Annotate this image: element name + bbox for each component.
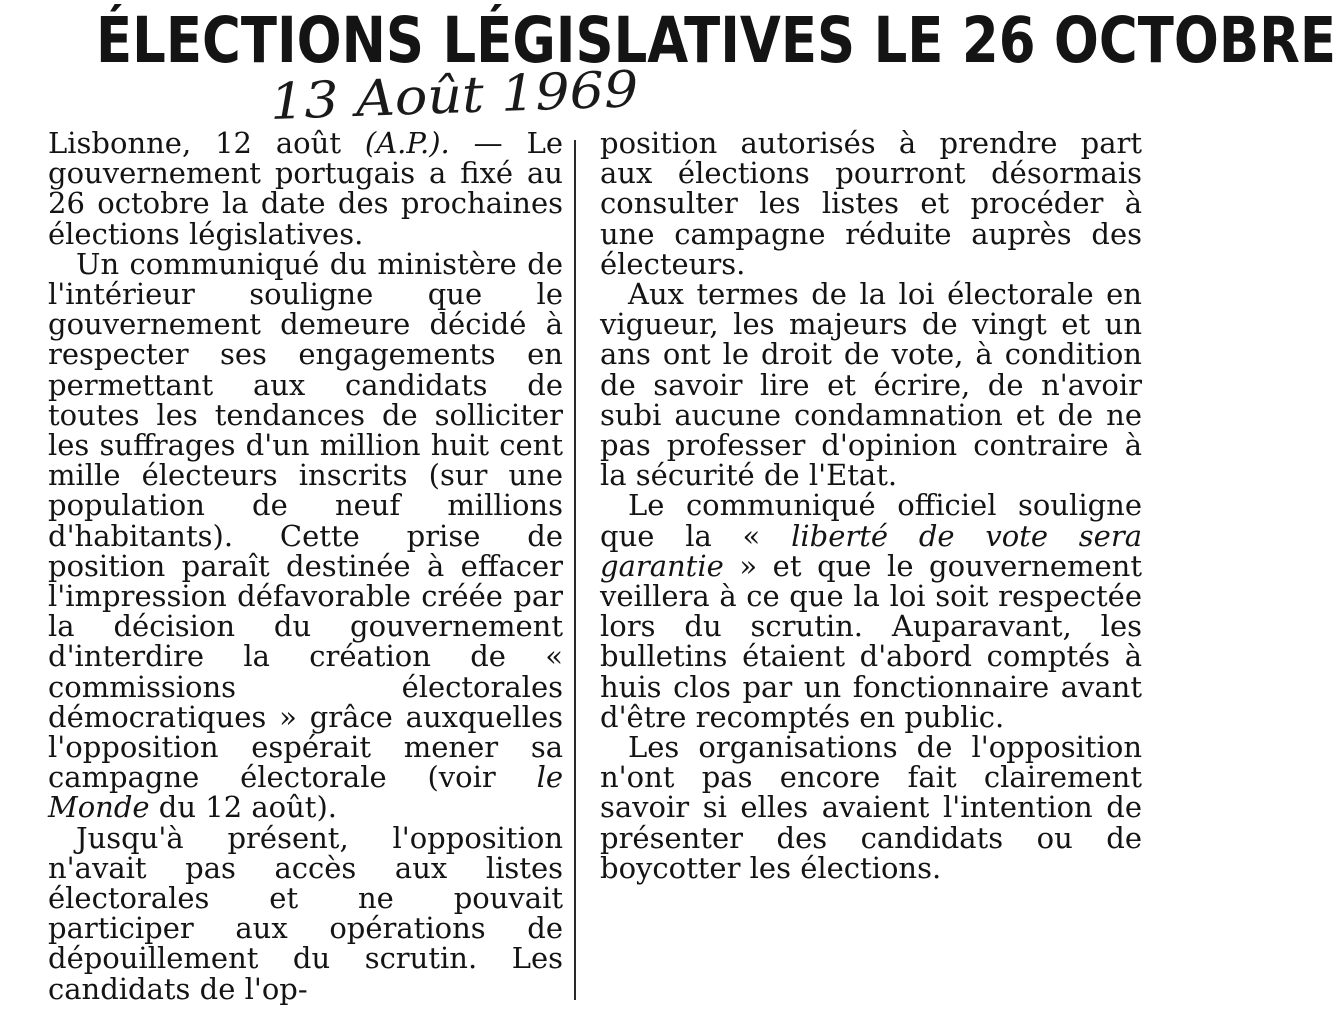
paragraph-electoral-law: Aux termes de la loi électorale en vigueur, les majeurs de vingt et un ans ont le droit de vote, à condition de savoir lire et écrire, de n'avoir subi aucune condamnation et de ne pas professer d'opinion contraire à la sécurité de l'Etat. (600, 277, 1142, 493)
paragraph-opposition-access: Jusqu'à présent, l'opposition n'avait pas accès aux listes électorales et ne pouvait participer aux opérations de dépouillement du scrutin. Les candidats de l'op- (48, 820, 563, 1006)
paragraph-text: Un communiqué du ministère de l'intérieur souligne que le gouvernement demeure décidé à respecter ses engagements en permettant aux candidats de toutes les tendances de solliciter les suffrages d'un million huit cent mille électeurs inscrits (sur une population de neuf millions d'habitants). Cette prise de position paraît destinée à effacer l'impression défavorable créée par la décision du gouvernement d'interdire la création de « commissions électorales démocratiques » grâce auxquelles l'opposition espérait mener sa campagne électorale (voir (48, 246, 563, 795)
paragraph-communique (48, 246, 563, 825)
handwritten-date-annotation: 13 Août 1969 (268, 60, 640, 131)
paragraph-text: Le communiqué officiel souligne que la « (600, 488, 1142, 553)
paragraph-official-statement (600, 490, 1142, 732)
paragraph-dateline (48, 128, 563, 249)
article-column-right (600, 128, 1142, 883)
paragraph-text: du 12 août). (149, 790, 337, 825)
paragraph-opposition-organizations: Les organisations de l'opposition n'ont pas encore fait clairement savoir si elles avaient l'intention de présenter des candidats ou de boycotter les élections. (600, 730, 1142, 885)
dateline-text: Lisbonne, 12 août (48, 126, 365, 160)
article-column-left (48, 128, 563, 1004)
paragraph-continuation: position autorisés à prendre part aux élections pourront désormais consulter les listes et procéder à une campagne réduite auprès des électeurs. (600, 126, 1142, 281)
article-headline: ÉLECTIONS LÉGISLATIVES LE 26 OCTOBRE (96, 4, 1336, 77)
agency-credit: (A.P.). (364, 126, 450, 160)
paragraph-text: — Le gouvernement portugais a fixé au 26 octobre la date des prochaines élections législatives. (48, 126, 564, 251)
newspaper-reference: le Monde (48, 760, 563, 825)
column-divider (574, 140, 576, 1000)
quoted-phrase: liberté de vote sera garantie (600, 518, 1142, 583)
paragraph-text: » et que le gouvernement veillera à ce que la loi soit respectée lors du scrutin. Auparavant, les bulletins étaient d'abord comptés à huis clos par un fonctionnaire avant d'être recomptés en public. (600, 548, 1142, 734)
